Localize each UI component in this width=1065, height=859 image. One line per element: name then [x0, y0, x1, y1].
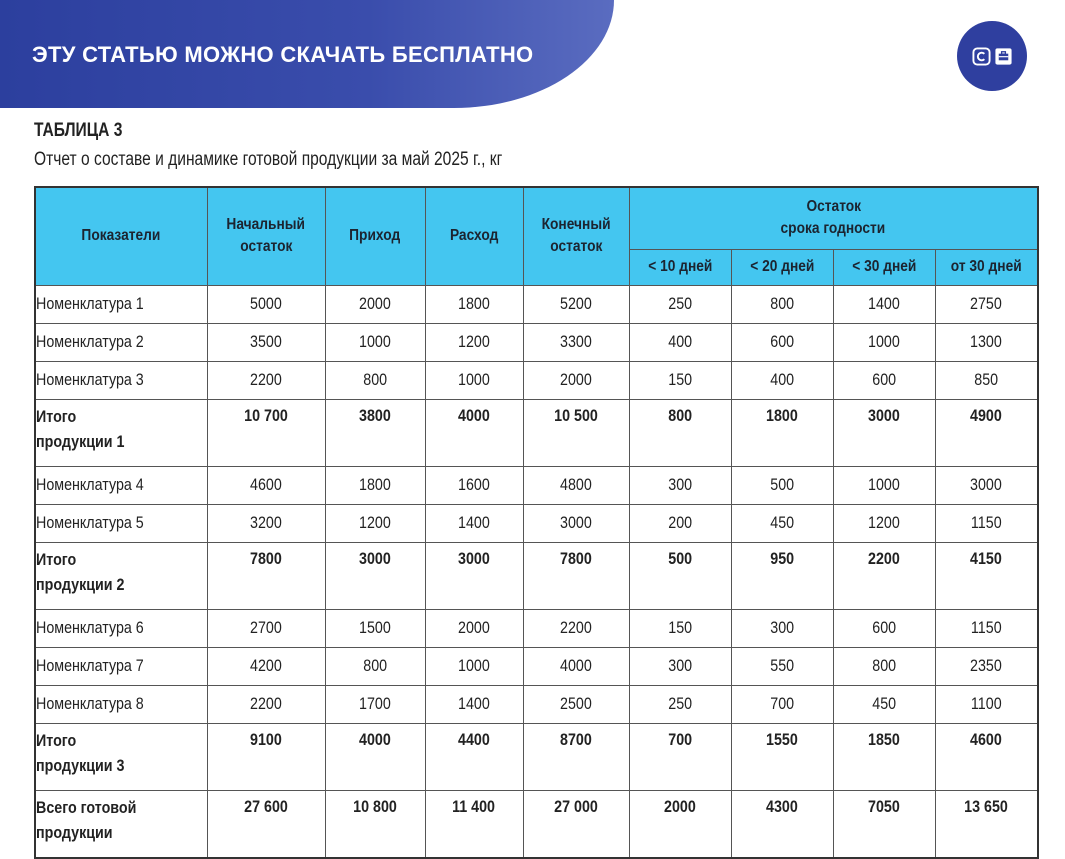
cell-value: 4000 — [523, 647, 629, 685]
cell-value: 13 650 — [935, 790, 1038, 858]
cell-value: 1200 — [325, 504, 425, 542]
cell-value: 4300 — [731, 790, 833, 858]
cell-value: 3300 — [523, 323, 629, 361]
cell-value: 1300 — [935, 323, 1038, 361]
cell-value: 800 — [731, 285, 833, 323]
cell-value: 2000 — [325, 285, 425, 323]
cell-value: 400 — [629, 323, 731, 361]
cell-value: 400 — [731, 361, 833, 399]
header-indicators: Показатели — [35, 187, 207, 285]
cell-value: 4400 — [425, 723, 523, 790]
copyright-icon — [972, 47, 991, 66]
cell-value: 800 — [325, 647, 425, 685]
cell-value: 250 — [629, 285, 731, 323]
cell-value: 800 — [833, 647, 935, 685]
header-closing-balance: Конечный остаток — [523, 187, 629, 285]
subtotal-row — [35, 723, 1038, 790]
cell-value: 1000 — [425, 361, 523, 399]
cell-value: 1800 — [425, 285, 523, 323]
cell-value: 600 — [731, 323, 833, 361]
row-label: Номенклатура 3 — [35, 361, 207, 399]
header-opening-balance: Начальный остаток — [207, 187, 325, 285]
cell-value: 2200 — [207, 361, 325, 399]
cell-value: 2200 — [207, 685, 325, 723]
header-shelf-life-remaining: Остаток срока годности — [629, 187, 1038, 249]
table-caption-title: ТАБЛИЦА 3 — [34, 120, 123, 141]
row-label: Номенклатура 8 — [35, 685, 207, 723]
cell-value: 300 — [629, 466, 731, 504]
cell-value: 500 — [731, 466, 833, 504]
row-label: Номенклатура 5 — [35, 504, 207, 542]
cell-value: 1200 — [425, 323, 523, 361]
cell-value: 4200 — [207, 647, 325, 685]
cell-value: 27 600 — [207, 790, 325, 858]
cell-value: 800 — [325, 361, 425, 399]
header-under-30-days: < 30 дней — [833, 249, 935, 285]
cell-value: 10 800 — [325, 790, 425, 858]
cell-value: 4000 — [325, 723, 425, 790]
table-row — [35, 685, 1038, 723]
table-caption-subtitle: Отчет о составе и динамике готовой продукции за май 2025 г., кг — [34, 149, 503, 170]
row-label: Итого продукции 1 — [35, 399, 207, 466]
cell-value: 3000 — [935, 466, 1038, 504]
header-under-10-days: < 10 дней — [629, 249, 731, 285]
cell-value: 700 — [731, 685, 833, 723]
cell-value: 250 — [629, 685, 731, 723]
row-label: Номенклатура 2 — [35, 323, 207, 361]
subtotal-row — [35, 542, 1038, 609]
cell-value: 9100 — [207, 723, 325, 790]
cell-value: 850 — [935, 361, 1038, 399]
cell-value: 1150 — [935, 609, 1038, 647]
cell-value: 11 400 — [425, 790, 523, 858]
row-label: Номенклатура 7 — [35, 647, 207, 685]
cell-value: 2000 — [629, 790, 731, 858]
cell-value: 1500 — [325, 609, 425, 647]
cell-value: 3000 — [523, 504, 629, 542]
finished-goods-table — [34, 186, 1039, 859]
cell-value: 10 500 — [523, 399, 629, 466]
cell-value: 700 — [629, 723, 731, 790]
cell-value: 5000 — [207, 285, 325, 323]
cell-value: 450 — [731, 504, 833, 542]
cell-value: 1400 — [833, 285, 935, 323]
cell-value: 4800 — [523, 466, 629, 504]
cell-value: 2350 — [935, 647, 1038, 685]
cell-value: 2000 — [425, 609, 523, 647]
cell-value: 2700 — [207, 609, 325, 647]
download-banner[interactable] — [0, 0, 614, 108]
cell-value: 4150 — [935, 542, 1038, 609]
cell-value: 4600 — [207, 466, 325, 504]
cell-value: 300 — [629, 647, 731, 685]
header-expense: Расход — [425, 187, 523, 285]
cell-value: 950 — [731, 542, 833, 609]
cell-value: 7050 — [833, 790, 935, 858]
row-label: Всего готовой продукции — [35, 790, 207, 858]
site-badge[interactable] — [957, 21, 1027, 91]
table-row — [35, 323, 1038, 361]
cell-value: 2750 — [935, 285, 1038, 323]
header-under-20-days: < 20 дней — [731, 249, 833, 285]
subtotal-row — [35, 399, 1038, 466]
cell-value: 1200 — [833, 504, 935, 542]
cell-value: 4000 — [425, 399, 523, 466]
cell-value: 1400 — [425, 685, 523, 723]
briefcase-icon — [994, 47, 1013, 66]
cell-value: 1100 — [935, 685, 1038, 723]
row-label: Итого продукции 2 — [35, 542, 207, 609]
cell-value: 8700 — [523, 723, 629, 790]
header-over-30-days: от 30 дней — [935, 249, 1038, 285]
cell-value: 4900 — [935, 399, 1038, 466]
cell-value: 3000 — [833, 399, 935, 466]
cell-value: 3800 — [325, 399, 425, 466]
cell-value: 1000 — [325, 323, 425, 361]
cell-value: 3500 — [207, 323, 325, 361]
cell-value: 3000 — [325, 542, 425, 609]
cell-value: 1700 — [325, 685, 425, 723]
cell-value: 450 — [833, 685, 935, 723]
grand-total-row — [35, 790, 1038, 858]
cell-value: 1800 — [731, 399, 833, 466]
cell-value: 3000 — [425, 542, 523, 609]
cell-value: 1550 — [731, 723, 833, 790]
cell-value: 1150 — [935, 504, 1038, 542]
cell-value: 2200 — [833, 542, 935, 609]
row-label: Итого продукции 3 — [35, 723, 207, 790]
row-label: Номенклатура 4 — [35, 466, 207, 504]
cell-value: 1800 — [325, 466, 425, 504]
cell-value: 200 — [629, 504, 731, 542]
cell-value: 300 — [731, 609, 833, 647]
table-row — [35, 361, 1038, 399]
row-label: Номенклатура 1 — [35, 285, 207, 323]
cell-value: 10 700 — [207, 399, 325, 466]
cell-value: 2500 — [523, 685, 629, 723]
table-row — [35, 504, 1038, 542]
cell-value: 7800 — [207, 542, 325, 609]
cell-value: 1000 — [833, 466, 935, 504]
cell-value: 7800 — [523, 542, 629, 609]
cell-value: 1850 — [833, 723, 935, 790]
table-row — [35, 647, 1038, 685]
download-banner-text[interactable]: ЭТУ СТАТЬЮ МОЖНО СКАЧАТЬ БЕСПЛАТНО — [32, 42, 534, 67]
cell-value: 800 — [629, 399, 731, 466]
row-label: Номенклатура 6 — [35, 609, 207, 647]
header-receipt: Приход — [325, 187, 425, 285]
cell-value: 5200 — [523, 285, 629, 323]
cell-value: 150 — [629, 609, 731, 647]
cell-value: 1000 — [425, 647, 523, 685]
table-row — [35, 609, 1038, 647]
cell-value: 1000 — [833, 323, 935, 361]
cell-value: 600 — [833, 609, 935, 647]
cell-value: 600 — [833, 361, 935, 399]
cell-value: 4600 — [935, 723, 1038, 790]
cell-value: 27 000 — [523, 790, 629, 858]
cell-value: 150 — [629, 361, 731, 399]
cell-value: 3200 — [207, 504, 325, 542]
cell-value: 550 — [731, 647, 833, 685]
table-row — [35, 285, 1038, 323]
cell-value: 500 — [629, 542, 731, 609]
cell-value: 1600 — [425, 466, 523, 504]
cell-value: 1400 — [425, 504, 523, 542]
cell-value: 2200 — [523, 609, 629, 647]
table-row — [35, 466, 1038, 504]
cell-value: 2000 — [523, 361, 629, 399]
